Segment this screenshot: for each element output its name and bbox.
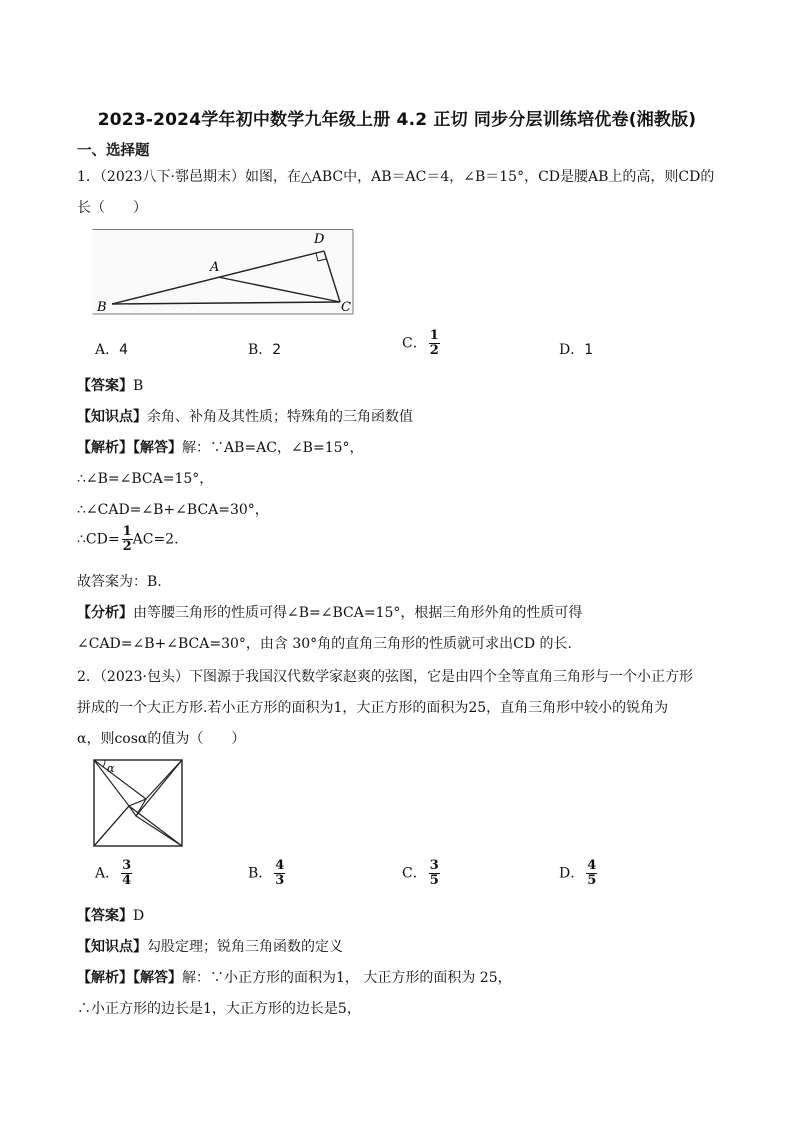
q1-analysis-line4: ∴CD= $\frac{1}{2}$ AC=2. [77, 524, 179, 554]
q2-answer: 【答案】D [77, 908, 145, 924]
q1-fenxi-line2: ∠CAD=∠B+∠BCA=30°，由含 30°角的直角三角形的性质就可求出CD 的长. [77, 636, 573, 652]
q2-stem-line3: α，则cosα的值为（ ） [77, 731, 246, 747]
q1-analysis-line2: ∴∠B=∠BCA=15°， [77, 471, 214, 487]
q1-option-c: C． $\frac{1}{2}$ [402, 328, 439, 358]
q2-option-b: B． $\frac{4}{3}$ [248, 858, 285, 888]
q1-stem-line1: 1．（2023八下·鄠邑期末）如图，在△ABC中，AB＝AC＝4，∠B＝15°，CD是腰AB上的高，则CD的 [77, 169, 715, 185]
q1-knowledge-point: 【知识点】余角、补角及其性质；特殊角的三角函数值 [77, 409, 413, 425]
q1-option-b: B．2 [248, 342, 282, 358]
q2-zhaoshuang-diagram [93, 759, 185, 849]
q2-option-a: A． $\frac{3}{4}$ [95, 858, 132, 888]
q2-stem-line1: 2．（2023·包头）下图源于我国汉代数学家赵爽的弦图，它是由四个全等直角三角形与一个小正方形 [77, 669, 693, 685]
label-a: A [210, 260, 220, 275]
q2-knowledge-point: 【知识点】勾股定理；锐角三角函数的定义 [77, 939, 343, 955]
q2-stem-line2: 拼成的一个大正方形.若小正方形的面积为1，大正方形的面积为25，直角三角形中较小的锐角为 [77, 700, 669, 716]
page-title: 2023-2024学年初中数学九年级上册 4.2 正切 同步分层训练培优卷(湘教版) [97, 110, 697, 130]
q1-analysis-line3: ∴∠CAD=∠B+∠BCA=30°， [77, 502, 269, 518]
q2-analysis-line1: 【解析】【解答】解：∵小正方形的面积为1， 大正方形的面积为 25， [77, 970, 512, 986]
label-c: C [341, 300, 351, 315]
q2-option-d: D． $\frac{4}{5}$ [559, 858, 597, 888]
label-b: B [97, 300, 107, 315]
q1-stem-line2: 长（ ） [77, 200, 147, 216]
label-d: D [314, 232, 325, 247]
alpha-label: α [107, 762, 115, 775]
q1-analysis-line1: 【解析】【解答】解：∵AB=AC，∠B=15°， [77, 440, 364, 456]
q1-answer: 【答案】B [77, 378, 144, 394]
q2-option-c: C． $\frac{3}{5}$ [402, 858, 439, 888]
section-heading: 一、选择题 [77, 143, 150, 159]
q1-option-d: D．1 [559, 342, 594, 358]
q1-triangle-diagram [92, 229, 356, 317]
q2-analysis-line2: ∴小正方形的边长是1，大正方形的边长是5， [77, 1001, 361, 1017]
q1-option-a: A．4 [95, 342, 129, 358]
q1-fenxi-line1: 【分析】由等腰三角形的性质可得∠B=∠BCA=15°，根据三角形外角的性质可得 [77, 605, 583, 621]
q1-conclusion: 故答案为：B. [77, 574, 162, 590]
